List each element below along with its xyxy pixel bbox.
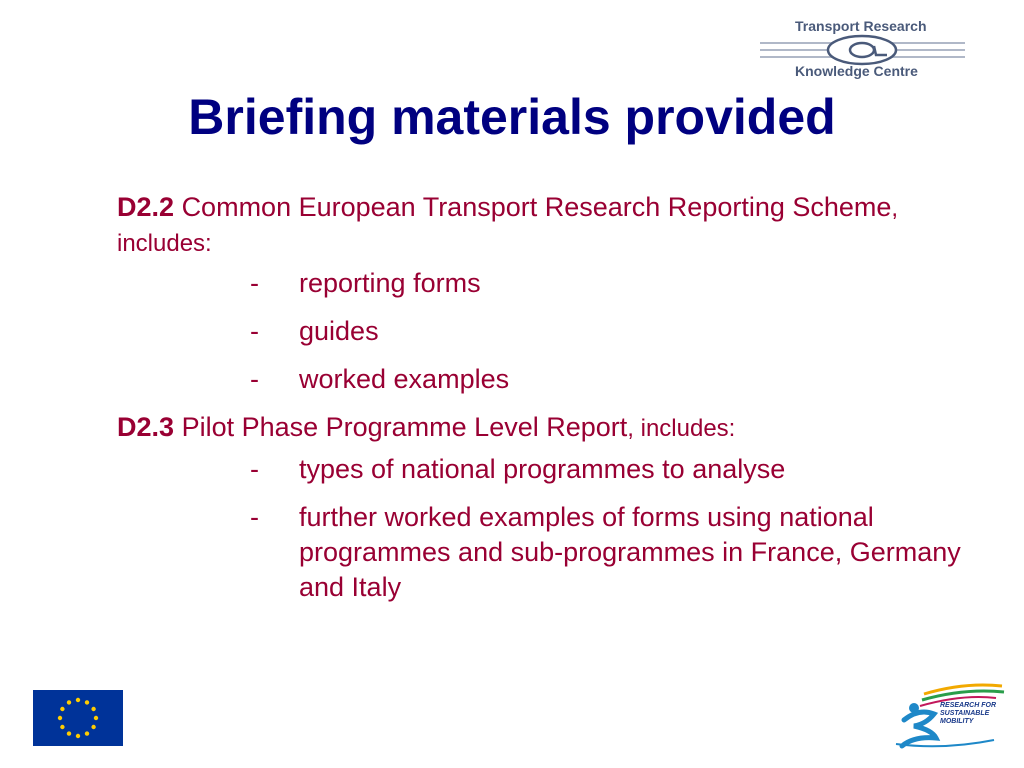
section-title: Pilot Phase Programme Level Report	[181, 412, 628, 443]
bullet-text: guides	[299, 316, 379, 347]
rsm-line-2: SUSTAINABLE	[940, 710, 990, 717]
bullet-marker: -	[250, 364, 259, 395]
bullet-text: reporting forms	[299, 268, 481, 299]
research-sustainable-mobility-logo	[884, 680, 1014, 752]
bullet-text: worked examples	[299, 364, 510, 395]
bullet-marker: -	[250, 316, 259, 347]
rsm-line-1: RESEARCH FOR	[940, 702, 997, 709]
section-code: D2.2	[117, 192, 175, 222]
list-item	[250, 314, 977, 349]
logo-line-2: Knowledge Centre	[795, 63, 918, 79]
list-item	[250, 452, 977, 487]
logo-line-1: Transport Research	[795, 18, 927, 34]
list-item	[250, 266, 977, 301]
slide-body	[117, 190, 977, 618]
at-sign-icon	[755, 34, 970, 66]
list-item	[250, 362, 977, 397]
section-suffix: , includes:	[117, 195, 899, 258]
section-suffix: , includes:	[627, 415, 736, 443]
slide-title: Briefing materials provided	[188, 89, 836, 145]
rsm-line-3: MOBILITY	[940, 718, 974, 725]
section-d2-3	[117, 410, 977, 445]
section-d2-2	[117, 190, 977, 260]
rsm-caption	[940, 702, 996, 726]
transport-research-knowledge-centre-logo	[755, 14, 970, 84]
bullet-marker: -	[250, 501, 259, 532]
section-code: D2.3	[117, 412, 175, 443]
bullet-text: types of national programmes to analyse	[299, 453, 786, 484]
eu-flag-icon	[33, 690, 123, 746]
section-title: Common European Transport Research Reporting Scheme	[181, 192, 892, 222]
bullet-marker: -	[250, 268, 259, 299]
bullet-marker: -	[250, 453, 259, 484]
list-item	[250, 500, 977, 605]
bullet-text: further worked examples of forms using national programmes and sub-programmes in France, Germany and Italy	[299, 501, 961, 602]
